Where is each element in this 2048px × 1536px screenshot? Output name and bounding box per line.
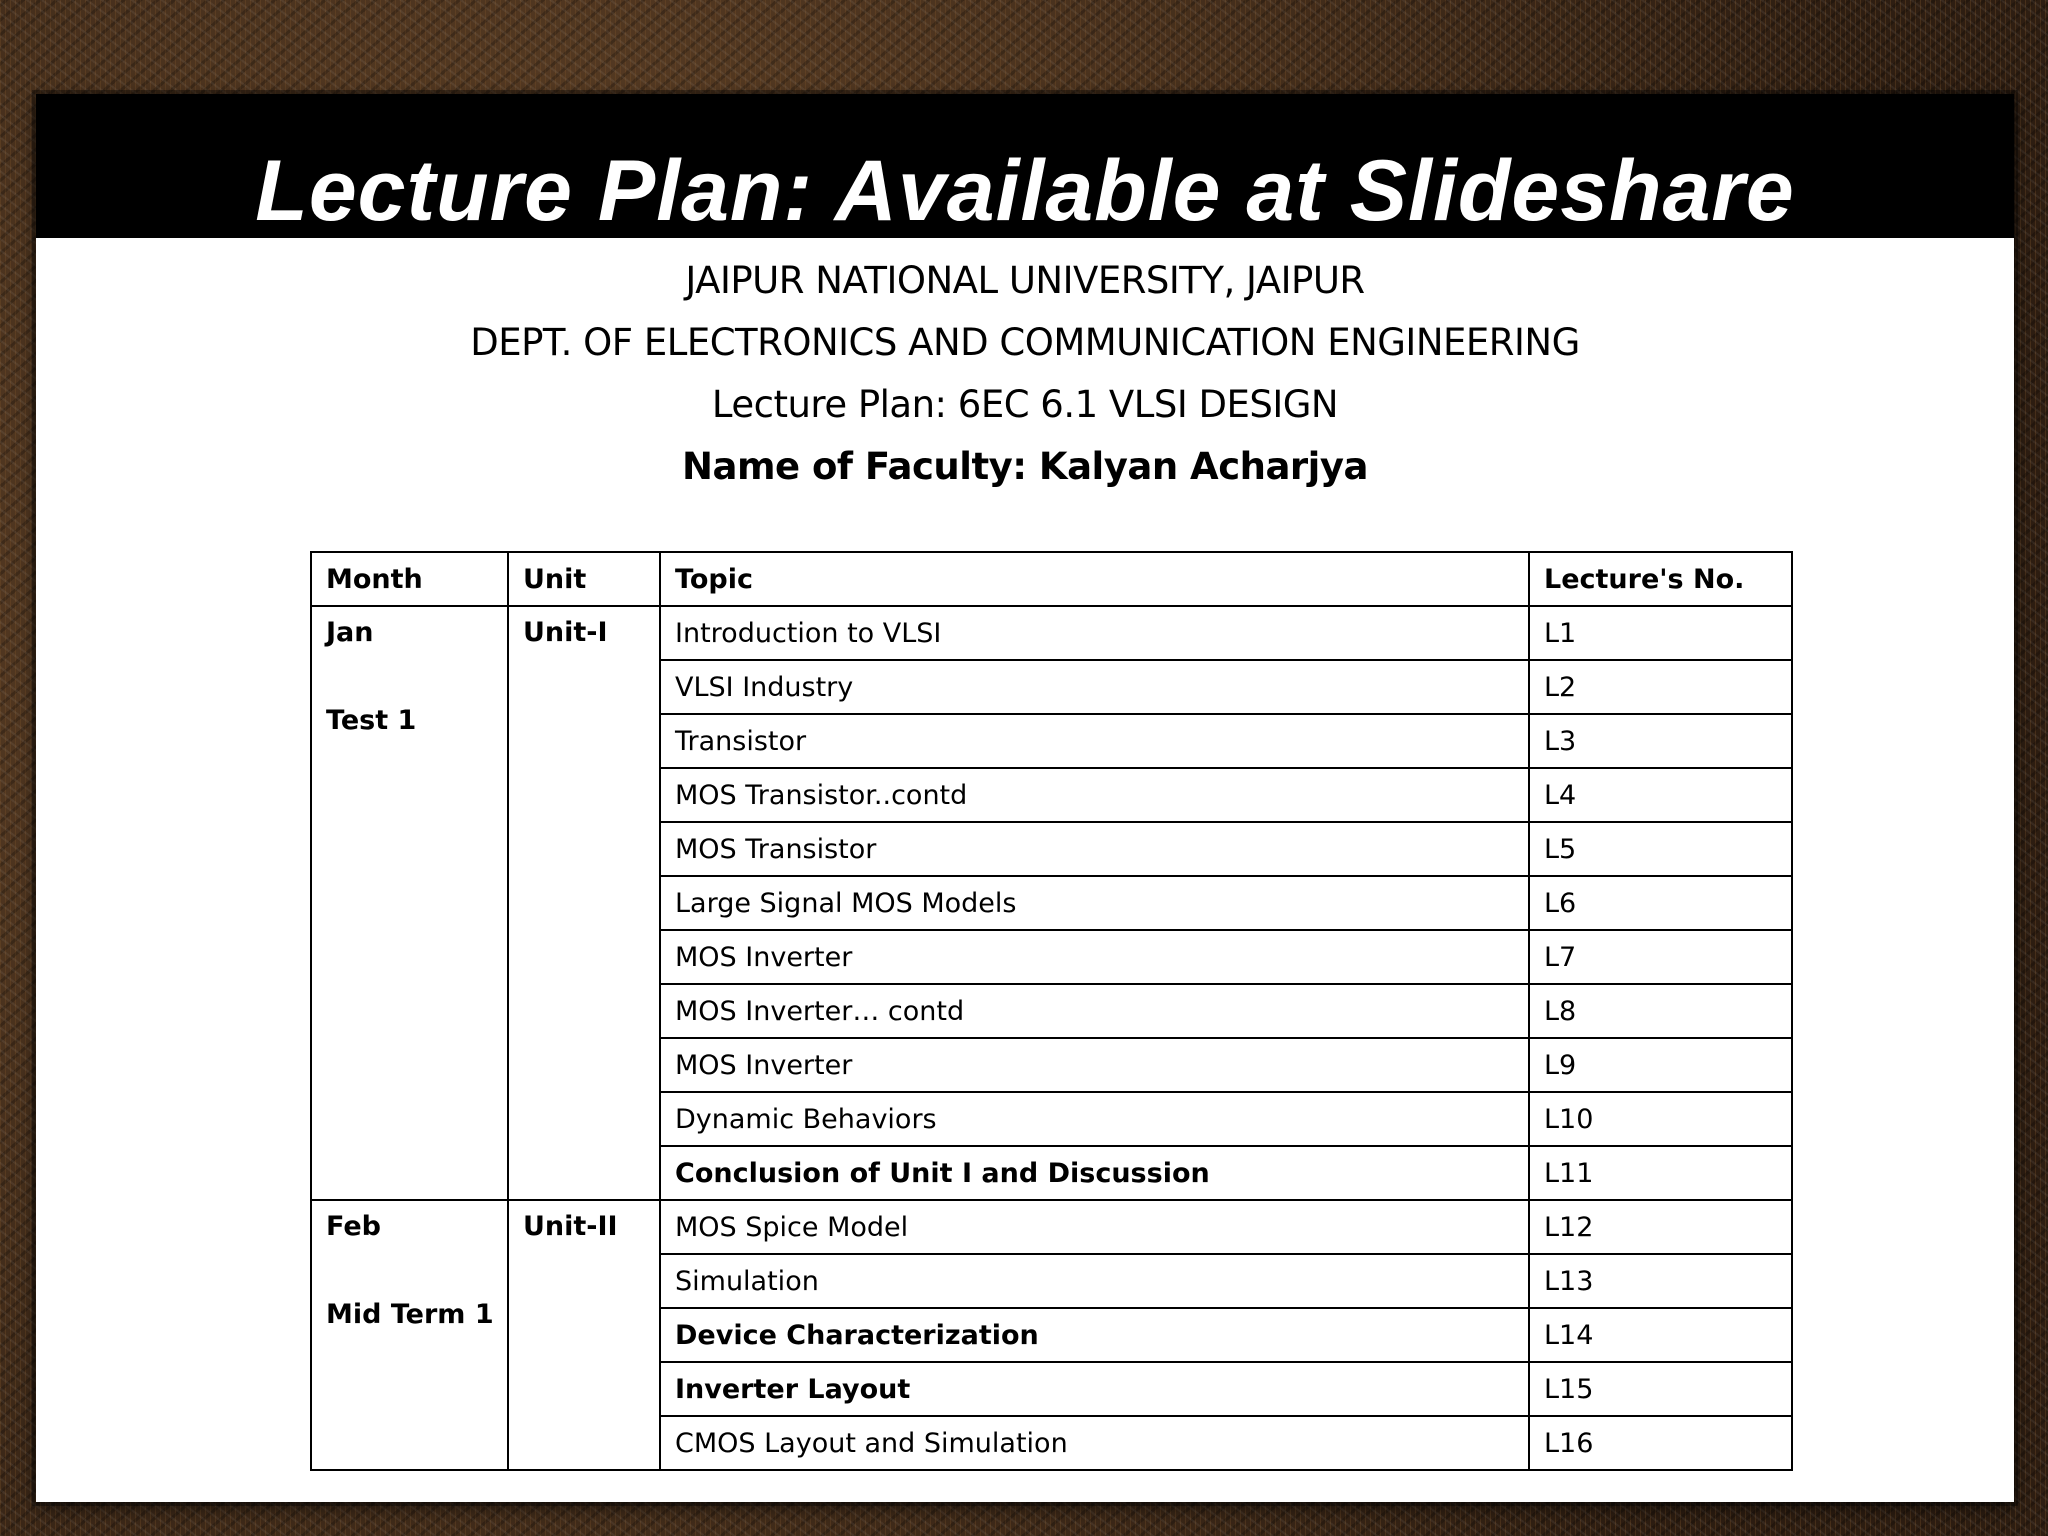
topic-cell: MOS Transistor bbox=[660, 822, 1529, 876]
course-title: Lecture Plan: 6EC 6.1 VLSI DESIGN bbox=[711, 383, 1339, 426]
topic-cell: MOS Inverter bbox=[660, 930, 1529, 984]
table-header-row bbox=[311, 552, 1792, 606]
month-label: Feb bbox=[326, 1211, 381, 1242]
document-header bbox=[36, 250, 2014, 498]
topic-cell: Device Characterization bbox=[660, 1308, 1529, 1362]
lecture-no-cell: L10 bbox=[1529, 1092, 1792, 1146]
topic-cell: Simulation bbox=[660, 1254, 1529, 1308]
lecture-no-cell: L3 bbox=[1529, 714, 1792, 768]
university-name: JAIPUR NATIONAL UNIVERSITY, JAIPUR bbox=[685, 259, 1365, 302]
topic-cell: Conclusion of Unit I and Discussion bbox=[660, 1146, 1529, 1200]
lecture-no-cell: L6 bbox=[1529, 876, 1792, 930]
unit-cell bbox=[508, 1200, 660, 1470]
topic-cell: Dynamic Behaviors bbox=[660, 1092, 1529, 1146]
topic-cell: Introduction to VLSI bbox=[660, 606, 1529, 660]
lecture-no-cell: L5 bbox=[1529, 822, 1792, 876]
lecture-no-cell: L4 bbox=[1529, 768, 1792, 822]
topic-cell: CMOS Layout and Simulation bbox=[660, 1416, 1529, 1470]
topic-cell: VLSI Industry bbox=[660, 660, 1529, 714]
lecture-no-cell: L7 bbox=[1529, 930, 1792, 984]
lecture-no-cell: L9 bbox=[1529, 1038, 1792, 1092]
title-bar bbox=[36, 94, 2014, 238]
lecture-no-cell: L1 bbox=[1529, 606, 1792, 660]
lecture-no-cell: L16 bbox=[1529, 1416, 1792, 1470]
unit-cell bbox=[508, 606, 660, 1200]
department-name: DEPT. OF ELECTRONICS AND COMMUNICATION ENGINEERING bbox=[470, 321, 1580, 364]
header-unit: Unit bbox=[508, 552, 660, 606]
unit-label: Unit-I bbox=[523, 617, 608, 648]
topic-cell: Large Signal MOS Models bbox=[660, 876, 1529, 930]
slide-title: Lecture Plan: Available at Slideshare bbox=[255, 143, 1795, 239]
header-month: Month bbox=[311, 552, 508, 606]
table-row bbox=[311, 606, 1792, 660]
exam-label: Test 1 bbox=[326, 705, 417, 736]
unit-label: Unit-II bbox=[523, 1211, 618, 1242]
header-topic: Topic bbox=[660, 552, 1529, 606]
lecture-no-cell: L8 bbox=[1529, 984, 1792, 1038]
topic-cell: Transistor bbox=[660, 714, 1529, 768]
faculty-name: Name of Faculty: Kalyan Acharjya bbox=[682, 445, 1368, 488]
topic-cell: MOS Inverter bbox=[660, 1038, 1529, 1092]
table-row bbox=[311, 1200, 1792, 1254]
topic-cell: Inverter Layout bbox=[660, 1362, 1529, 1416]
month-cell bbox=[311, 1200, 508, 1470]
topic-cell: MOS Spice Model bbox=[660, 1200, 1529, 1254]
topic-cell: MOS Inverter… contd bbox=[660, 984, 1529, 1038]
month-cell bbox=[311, 606, 508, 1200]
lecture-no-cell: L12 bbox=[1529, 1200, 1792, 1254]
lecture-no-cell: L2 bbox=[1529, 660, 1792, 714]
slide bbox=[36, 94, 2014, 1502]
lecture-no-cell: L13 bbox=[1529, 1254, 1792, 1308]
exam-label: Mid Term 1 bbox=[326, 1299, 494, 1330]
header-lecture-no: Lecture's No. bbox=[1529, 552, 1792, 606]
lecture-plan-table bbox=[310, 551, 1793, 1471]
lecture-no-cell: L11 bbox=[1529, 1146, 1792, 1200]
month-label: Jan bbox=[326, 617, 374, 648]
lecture-no-cell: L15 bbox=[1529, 1362, 1792, 1416]
topic-cell: MOS Transistor..contd bbox=[660, 768, 1529, 822]
table-body bbox=[311, 606, 1792, 1470]
lecture-no-cell: L14 bbox=[1529, 1308, 1792, 1362]
